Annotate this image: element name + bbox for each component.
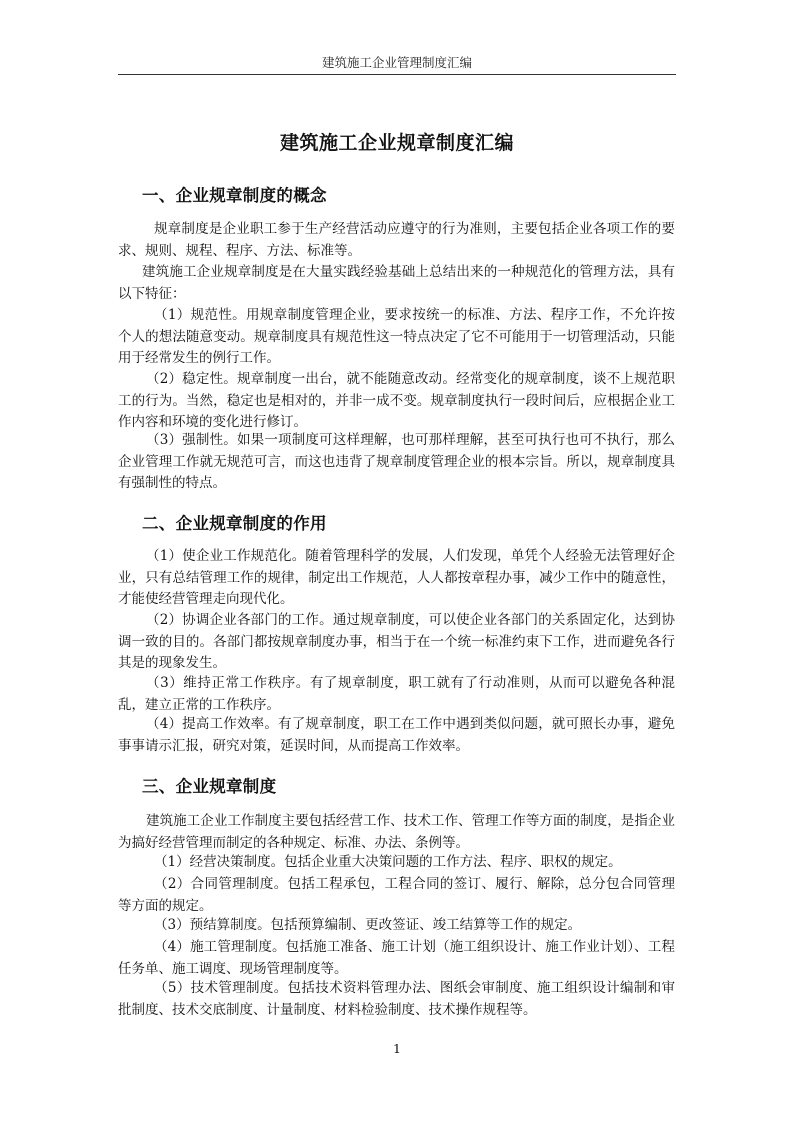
section-heading-function: 二、企业规章制度的作用 — [142, 514, 327, 533]
page-header: 建筑施工企业管理制度汇编 — [118, 54, 676, 75]
paragraph: （1）经营决策制度。包括企业重大决策问题的工作方法、程序、职权的规定。 — [154, 854, 622, 870]
paragraph: （2）稳定性。规章制度一出台，就不能随意改动。经常变化的规章制度，谈不上规范职工的行为。当然，稳定也是相对的，并非一成不变。规章制度执行一段时间后，应根据企业工作内容和环境的变化进行修订。 — [118, 371, 675, 430]
paragraph: 建筑施工企业工作制度主要包括经营工作、技术工作、管理工作等方面的制度，是指企业为搞好经营管理而制定的各种规定、标准、办法、条例等。 — [118, 813, 675, 851]
paragraph: （5）技术管理制度。包括技术资料管理办法、图纸会审制度、施工组织设计编制和审批制度、技术交底制度、计量制度、材料检验制度、技术操作规程等。 — [118, 980, 675, 1018]
paragraph: 建筑施工企业规章制度是在大量实践经验基础上总结出来的一种规范化的管理方法，具有以下特征： — [118, 264, 675, 302]
document-title: 建筑施工企业规章制度汇编 — [279, 132, 514, 154]
page-number: 1 — [393, 1041, 401, 1056]
paragraph: 规章制度是企业职工参于生产经营活动应遵守的行为准则，主要包括企业各项工作的要求、规则、规程、程序、方法、标准等。 — [118, 221, 675, 259]
section-heading-concept: 一、企业规章制度的概念 — [142, 186, 327, 205]
paragraph: （4）提高工作效率。有了规章制度，职工在工作中遇到类似问题，就可照长办事，避免事事请示汇报，研究对策，延误时间，从而提高工作效率。 — [118, 716, 675, 754]
paragraph: （3）预结算制度。包括预算编制、更改签证、竣工结算等工作的规定。 — [154, 917, 582, 933]
paragraph: （3）维持正常工作秩序。有了规章制度，职工就有了行动准则，从而可以避免各种混乱，建立正常的工作秩序。 — [118, 675, 675, 713]
paragraph: （2）协调企业各部门的工作。通过规章制度，可以使企业各部门的关系固定化，达到协调一致的目的。各部门都按规章制度办事，相当于在一个统一标准约束下工作，进而避免各行其是的现象发生。 — [118, 612, 675, 671]
section-heading-rules: 三、企业规章制度 — [142, 777, 277, 796]
paragraph: （2）合同管理制度。包括工程承包，工程合同的签订、履行、解除，总分包合同管理等方面的规定。 — [118, 876, 675, 914]
paragraph: （4）施工管理制度。包括施工准备、施工计划（施工组织设计、施工作业计划）、工程任务单、施工调度、现场管理制度等。 — [118, 939, 675, 977]
paragraph: （1）规范性。用规章制度管理企业，要求按统一的标准、方法、程序工作，不允许按个人的想法随意变动。规章制度具有规范性这一特点决定了它不可能用于一切管理活动，只能用于经常发生的例行工作。 — [118, 307, 675, 366]
paragraph: （1）使企业工作规范化。随着管理科学的发展，人们发现，单凭个人经验无法管理好企业，只有总结管理工作的规律，制定出工作规范，人人都按章程办事，减少工作中的随意性，才能使经营管理走向现代化。 — [118, 548, 675, 607]
paragraph: （3）强制性。如果一项制度可这样理解，也可那样理解，甚至可执行也可不执行，那么企业管理工作就无规范可言，而这也违背了规章制度管理企业的根本宗旨。所以，规章制度具有强制性的特点。 — [118, 432, 675, 491]
